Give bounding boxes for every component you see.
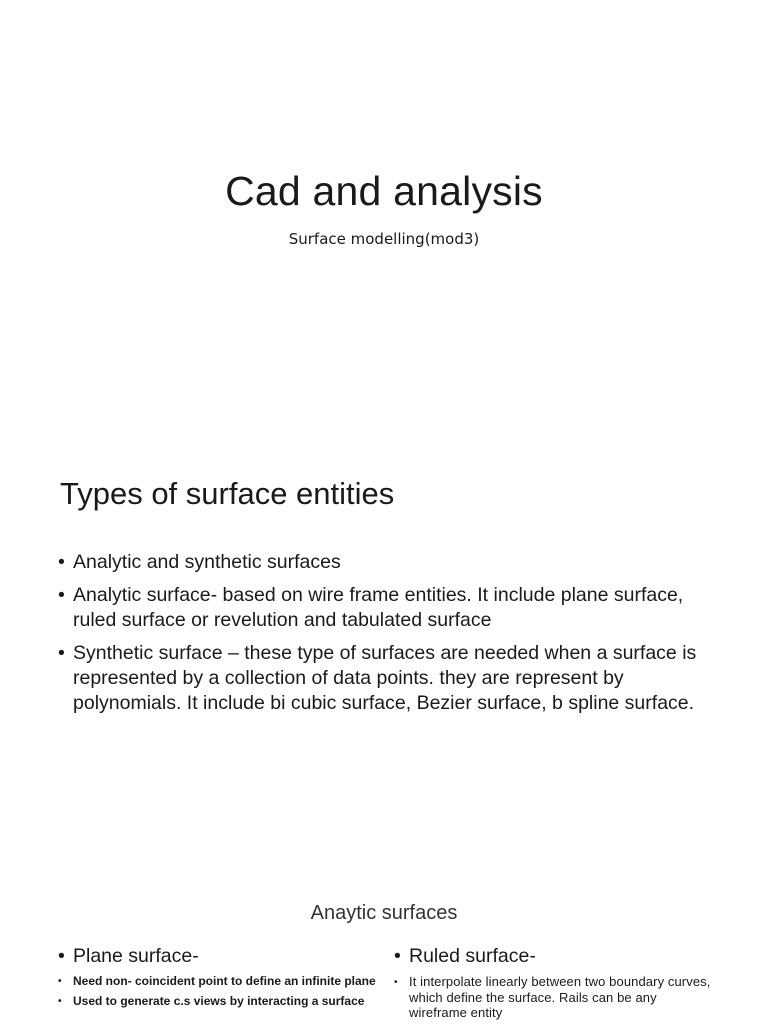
list-item-text: Analytic surface- based on wire frame entities. It include plane surface, ruled surface or revelution and tabulated surface	[73, 584, 684, 631]
list-item-text: Analytic and synthetic surfaces	[73, 551, 341, 573]
analytic-slide	[0, 868, 768, 1024]
list-item-text: Need non- coincident point to define an infinite plane	[73, 974, 376, 988]
slide-title: Cad and analysis	[225, 168, 543, 214]
sub-bullet-list	[58, 974, 378, 1008]
title-slide	[0, 0, 768, 430]
list-item	[58, 994, 378, 1008]
column-heading-text: Ruled surface-	[409, 945, 536, 967]
column-heading	[394, 944, 714, 968]
list-item-text: Synthetic surface – these type of surfaces are needed when a surface is represented by a collection of data points. they are represent by polynomials. It include bi cubic surface, Bezier surface, b spline surface.	[73, 642, 697, 714]
bullet-icon: •	[58, 945, 65, 967]
list-item-text: Used to generate c.s views by interacting a surface	[73, 994, 365, 1008]
bullet-icon: •	[58, 976, 62, 987]
bullet-icon: •	[394, 945, 401, 967]
bullet-icon: •	[58, 584, 65, 606]
list-item	[58, 641, 718, 716]
list-item	[394, 974, 714, 1021]
list-item-text: It interpolate linearly between two boundary curves, which define the surface. Rails can be any wireframe entity	[409, 974, 711, 1020]
bullet-icon: •	[58, 996, 62, 1007]
list-item	[58, 974, 378, 988]
right-column	[394, 944, 714, 1024]
sub-bullet-list	[394, 974, 714, 1021]
bullet-list	[58, 550, 718, 724]
types-slide	[0, 432, 768, 864]
slide-heading: Anaytic surfaces	[310, 902, 458, 924]
list-item	[58, 583, 718, 633]
left-column	[58, 944, 378, 1014]
bullet-icon: •	[394, 977, 398, 988]
slide-heading: Types of surface entities	[60, 476, 395, 511]
column-heading	[58, 944, 378, 968]
column-heading-text: Plane surface-	[73, 945, 199, 967]
slide-subtitle: Surface modelling(mod3)	[288, 230, 480, 248]
bullet-icon: •	[58, 551, 65, 573]
bullet-icon: •	[58, 642, 65, 664]
list-item	[58, 550, 718, 575]
